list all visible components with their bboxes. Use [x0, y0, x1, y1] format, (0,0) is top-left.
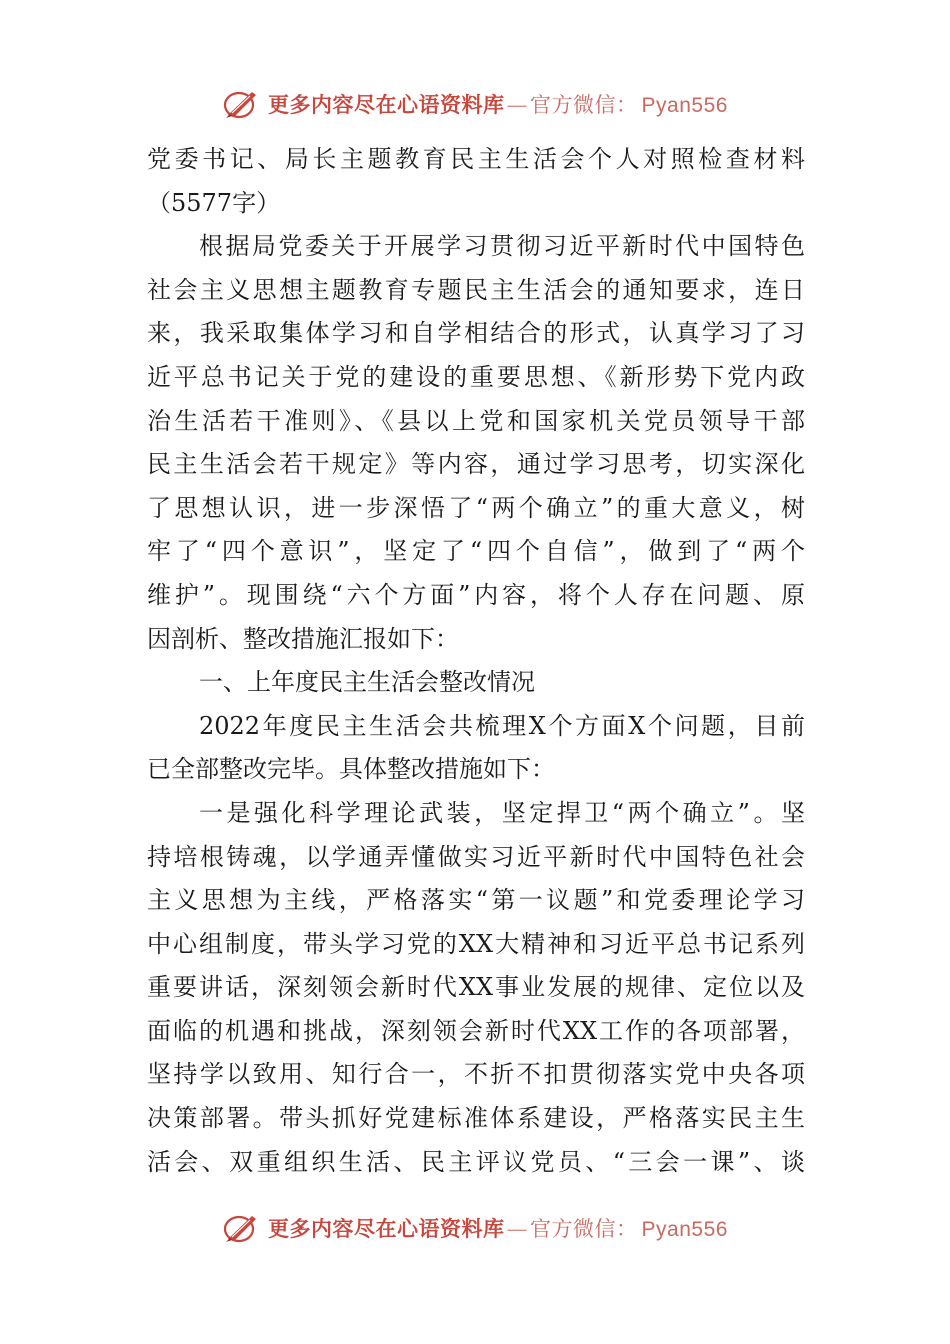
watermark-brand: 更多内容尽在心语资料库 — [268, 92, 505, 117]
watermark-text — [268, 1213, 728, 1243]
paragraph-line: 一是强化科学理论武装，坚定捍卫“两个确立”。坚 — [199, 798, 805, 827]
watermark-footer — [0, 1206, 950, 1250]
paragraph-line: 牢了“四个意识”，坚定了“四个自信”，做到了“两个 — [147, 537, 805, 566]
paragraph-line: 因剖析、整改措施汇报如下： — [147, 624, 459, 653]
watermark-header — [0, 82, 950, 126]
paragraph-line: 主义思想为主线，严格落实“第一议题”和党委理论学习 — [147, 886, 805, 915]
paragraph-line: 活会、双重组织生活、民主评议党员、“三会一课”、谈 — [147, 1147, 805, 1176]
paragraph-line: 根据局党委关于开展学习贯彻习近平新时代中国特色 — [199, 232, 805, 261]
paragraph-line: 面临的机遇和挑战，深刻领会新时代XX工作的各项部署， — [147, 1016, 805, 1045]
paragraph-line: 近平总书记关于党的建设的重要思想、《新形势下党内政 — [147, 362, 805, 391]
watermark-dash: — — [506, 93, 529, 117]
quill-pen-logo-icon — [222, 87, 260, 121]
document-title-line-1: 党委书记、局长主题教育民主生活会个人对照检查材料 — [147, 145, 805, 173]
paragraph-line: 坚持学以致用、知行合一，不折不扣贯彻落实党中央各项 — [147, 1060, 805, 1089]
paragraph-line: 决策部署。带头抓好党建标准体系建设，严格落实民主生 — [147, 1104, 805, 1133]
paragraph-line: 2022年度民主生活会共梳理X个方面X个问题，目前 — [199, 711, 805, 740]
document-title-line-2: （5577字） — [147, 188, 281, 217]
watermark-text — [268, 89, 728, 119]
quill-pen-logo-icon — [222, 1211, 260, 1245]
section-heading — [147, 661, 805, 705]
document-body — [147, 138, 805, 1184]
paragraph-line: 了思想认识，进一步深悟了“两个确立”的重大意义，树 — [147, 493, 805, 522]
section-heading-text: 一、上年度民主生活会整改情况 — [199, 668, 535, 697]
watermark-wechat-id: Pyan556 — [641, 94, 728, 117]
paragraph-line: 重要讲话，深刻领会新时代XX事业发展的规律、定位以及 — [147, 973, 805, 1002]
paragraph-intro — [147, 225, 805, 661]
paragraph-line: 维护”。现围绕“六个方面”内容，将个人存在问题、原 — [147, 580, 805, 609]
paragraph-measure-1 — [147, 792, 805, 1184]
watermark-brand: 更多内容尽在心语资料库 — [268, 1216, 505, 1241]
watermark-wechat-label: 官方微信： — [530, 93, 638, 117]
paragraph-line: 来，我采取集体学习和自学相结合的形式，认真学习了习 — [147, 319, 805, 348]
paragraph-line: 治生活若干准则》、《县以上党和国家机关党员领导干部 — [147, 406, 805, 435]
paragraph-summary — [147, 705, 805, 792]
watermark-wechat-id: Pyan556 — [641, 1218, 728, 1241]
paragraph-line: 中心组制度，带头学习党的XX大精神和习近平总书记系列 — [147, 929, 805, 958]
paragraph-line: 民主生活会若干规定》等内容，通过学习思考，切实深化 — [147, 450, 805, 479]
paragraph-line: 已全部整改完毕。具体整改措施如下： — [147, 755, 555, 784]
watermark-dash: — — [506, 1217, 529, 1241]
watermark-wechat-label: 官方微信： — [530, 1217, 638, 1241]
paragraph-line: 持培根铸魂，以学通弄懂做实习近平新时代中国特色社会 — [147, 842, 805, 871]
paragraph-line: 社会主义思想主题教育专题民主生活会的通知要求，连日 — [147, 275, 805, 304]
